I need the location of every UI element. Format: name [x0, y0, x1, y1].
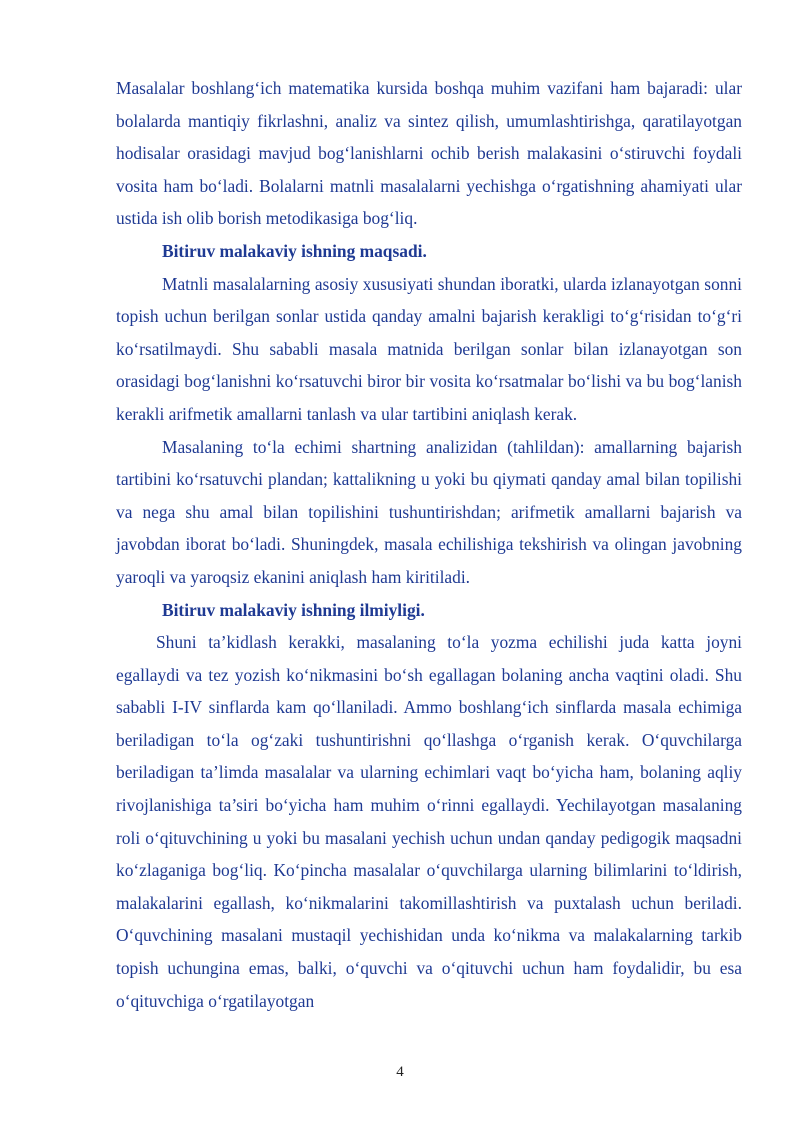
- paragraph-intro: Masalalar boshlang‘ich matematika kursida boshqa muhim vazifani ham bajaradi: ular bolalarda mantiqiy fikrlashni, analiz va sintez qilish, umumlashtirishga, qaratilayotgan hodisalar orasidagi mavjud bog‘lanishlarni ochib berish malakasini o‘stiruvchi foydali vosita ham bo‘ladi. Bolalarni matnli masalalarni yechishga o‘rgatishning ahamiyati ular ustida ish olib borish metodikasiga bog‘liq.: [116, 78, 742, 229]
- heading-scientific: Bitiruv malakaviy ishning ilmiyligi.: [162, 599, 425, 620]
- paragraph-written-solution: Shuni ta’kidlash kerakki, masalaning to‘la yozma echilishi juda katta joyni egallaydi va tez yozish ko‘nikmasini bo‘sh egallagan bolaning ancha vaqtini oladi. Shu sababli I-IV sinflarda kam qo‘llaniladi. Ammo boshlang‘ich sinflarda masala echimiga beriladigan to‘la og‘zaki tushuntirishni qo‘llashga o‘rganish kerak. O‘quvchilarga beriladigan ta’limda masalalar va ularning echimlari vaqt bo‘yicha ham, bolaning aqliy rivojlanishiga ta’siri bo‘yicha ham muhim o‘rinni egallaydi. Yechilayotgan masalaning roli o‘qituvchining u yoki bu masalani yechish uchun undan qanday pedigogik maqsadni ko‘zlaganiga bog‘liq. Ko‘pincha masalalar o‘quvchilarga ularning bilimlarini to‘ldirish, malakalarini egallash, ko‘nikmalarini takomillashtirish va puxtalash uchun beriladi. O‘quvchining masalani mustaqil yechishidan unda ko‘nikma va malakalarning tarkib topish uchungina emas, balki, o‘quvchi va o‘qituvchi uchun ham foydalidir, bu esa o‘qituvchiga o‘rgatilayotgan: [116, 632, 742, 1011]
- paragraph-text-problems: Matnli masalalarning asosiy xususiyati shundan iboratki, ularda izlanayotgan sonni topish uchun berilgan sonlar ustida qanday amalni bajarish kerakligi to‘g‘risidan to‘g‘ri ko‘rsatilmaydi. Shu sababli masala matnida berilgan sonlar bilan izlanayotgan son orasidagi bog‘lanishni ko‘rsatuvchi biror bir vosita ko‘rsatmalar bo‘lishi va bu bog‘lanish kerakli arifmetik amallarni tanlash va ular tartibini aniqlash kerak.: [116, 273, 742, 424]
- page-number: 4: [396, 1064, 404, 1080]
- paragraph-solution: Masalaning to‘la echimi shartning analizidan (tahlildan): amallarning bajarish tartibini ko‘rsatuvchi plandan; kattalikning u yoki bu qiymati qanday amal bilan topilishi va nega shu amal bilan topilishini tushuntirishdan; arifmetik amallarni bajarish va javobdan iborat bo‘ladi. Shuningdek, masala echilishiga tekshirish va olingan javobning yaroqli va yaroqsiz ekanini aniqlash ham kiritiladi.: [116, 436, 742, 587]
- heading-purpose: Bitiruv malakaviy ishning maqsadi.: [162, 240, 427, 261]
- page-body: [116, 72, 742, 1017]
